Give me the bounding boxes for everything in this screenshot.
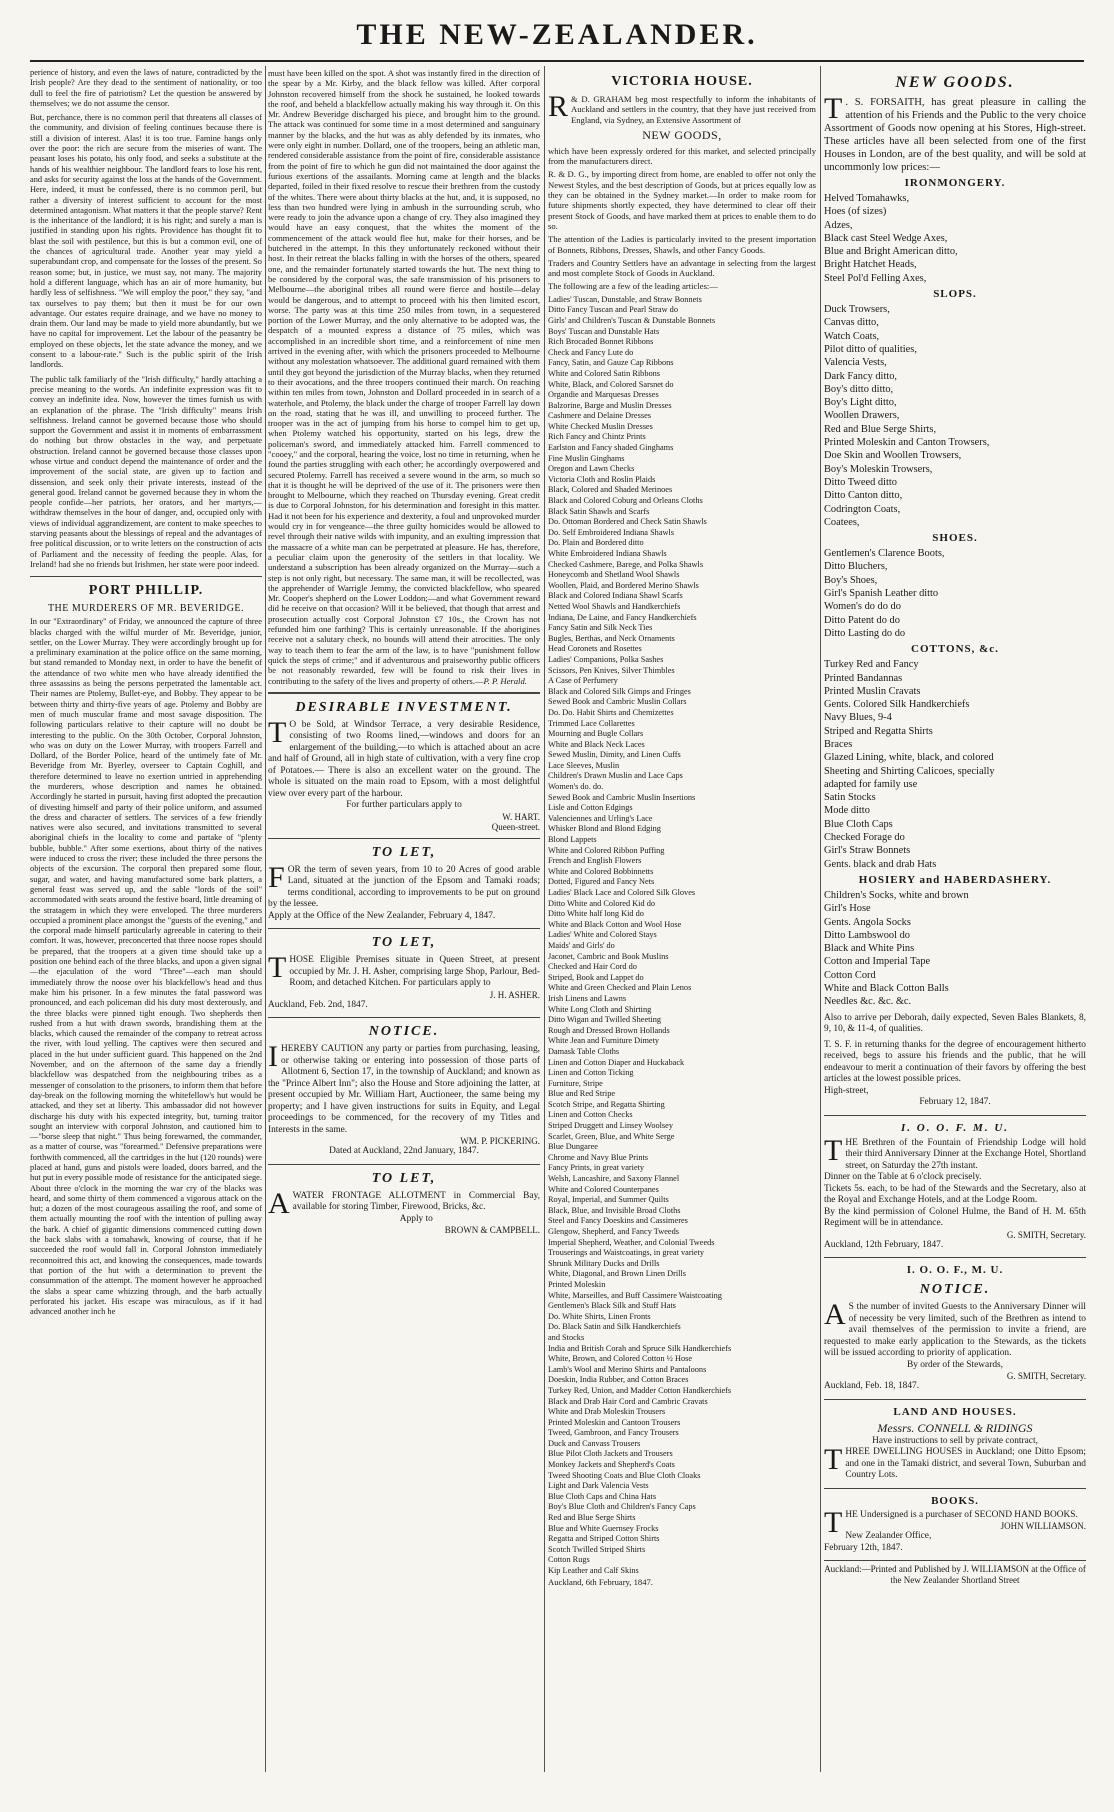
dropcap: R — [548, 90, 569, 123]
goods-list-item: White and Drab Moleskin Trousers — [548, 1407, 666, 1417]
goods-list-item: Lace Sleeves, Muslin — [548, 760, 620, 770]
ad-signature: JOHN WILLIAMSON. — [1000, 1521, 1086, 1532]
cottons-item: Braces — [824, 738, 853, 750]
goods-list-item: White and Colored Bobbinnetts — [548, 866, 654, 876]
slops-item: Red and Blue Serge Shirts, — [824, 423, 937, 435]
cottons-item: Printed Bandannas — [824, 672, 903, 684]
ad-text: & D. GRAHAM beg most respectfully to inform the inhabitants of Auckland and settlers in the country, that they have just received from England, via Sydney, an Extensive Assortment of — [571, 94, 816, 125]
goods-list-item: Scarlet, Green, Blue, and White Serge — [548, 1131, 675, 1141]
goods-list-item: Cashmere and Delaine Dresses — [548, 411, 651, 421]
goods-list-item: Netted Wool Shawls and Handkerchiefs — [548, 601, 681, 611]
goods-list-item: Fancy, Satin, and Gauze Cap Ribbons — [548, 358, 674, 368]
cottons-heading: COTTONS, &c. — [911, 643, 999, 656]
new-goods-subheading: NEW GOODS, — [642, 127, 722, 142]
ad-date: Auckland, Feb. 2nd, 1847. — [268, 999, 368, 1010]
goods-list-item: India and British Corah and Spruce Silk Handkerchiefs — [548, 1343, 732, 1353]
ad-signature: WM. P. PICKERING. — [460, 1136, 540, 1147]
column-divider — [544, 66, 545, 1772]
goods-list-item: Balzorine, Barge and Muslin Dresses — [548, 400, 672, 410]
goods-list-item: Ladies' Companions, Polka Sashes — [548, 654, 664, 664]
goods-list-item: Trimmed Lace Collarettes — [548, 718, 635, 728]
cottons-item: Navy Blues, 9-4 — [824, 712, 892, 724]
goods-list-item: Fancy Prints, in great variety — [548, 1163, 645, 1173]
shoes-item: Ditto Patent do do — [824, 614, 900, 626]
cottons-item: Gents. Colored Silk Handkerchiefs — [824, 699, 970, 711]
goods-list-item: Doeskin, India Rubber, and Cotton Braces — [548, 1375, 689, 1385]
ad-apply-line: Apply at the Office of the New Zealander, February 4, 1847. — [268, 910, 496, 921]
ad-paragraph: By order of the Stewards, — [906, 1359, 1004, 1370]
to-let-ad — [268, 951, 540, 990]
column-1 — [30, 68, 262, 1772]
ironmongery-item: Steel Pol'd Felling Axes, — [824, 272, 927, 284]
slops-item: Valencia Vests, — [824, 357, 887, 369]
goods-list-item: Sewed Muslin, Dimity, and Linen Cuffs — [548, 750, 681, 760]
section-rule — [824, 1488, 1086, 1489]
ironmongery-item: Hoes (of sizes) — [824, 206, 887, 218]
section-rule — [824, 1399, 1086, 1400]
murderers-subheading: THE MURDERERS OF MR. BEVERIDGE. — [47, 603, 245, 615]
cottons-item: Glazed Lining, white, black, and colored — [824, 752, 994, 764]
ad-date: February 12, 1847. — [919, 1097, 991, 1108]
slops-item: Dark Fancy ditto, — [824, 370, 898, 382]
slops-item: Codrington Coats, — [824, 503, 901, 515]
dropcap: A — [824, 1298, 846, 1332]
ad-paragraph: Tickets 5s. each, to be had of the Stewards and the Secretary, also at the Royal and Exchange Hotels, and at the Lodge Room. — [824, 1183, 1086, 1206]
goods-list-item: Children's Drawn Muslin and Lace Caps — [548, 771, 683, 781]
hosiery-heading: HOSIERY and HABERDASHERY. — [858, 873, 1052, 886]
ad-paragraph: Traders and Country Settlers have an advantage in selecting from the largest and most complete Stock of Goods in Auckland. — [548, 257, 816, 279]
slops-item: Boy's Light ditto, — [824, 397, 897, 409]
goods-list-item: Red and Blue Serge Shirts — [548, 1513, 636, 1523]
ad-date: Auckland, 6th February, 1847. — [548, 1576, 653, 1587]
goods-list-item: Black and Drab Hair Cord and Cambric Cravats — [548, 1396, 708, 1406]
dropcap: T — [824, 1505, 843, 1539]
goods-list-item: Girls' and Children's Tuscan & Dunstable Bonnets — [548, 315, 716, 325]
ad-date: Dated at Auckland, 22nd January, 1847. — [329, 1146, 479, 1157]
goods-list-item: Do. Black Satin and Silk Handkerchiefs — [548, 1322, 681, 1332]
goods-list-item: Organdie and Marquesas Dresses — [548, 390, 659, 400]
goods-list-item: Scotch Twilled Striped Shirts — [548, 1544, 646, 1554]
ad-date: February 12th, 1847. — [824, 1542, 903, 1553]
goods-list-item: White, Marseilles, and Buff Cassimere Waistcoating — [548, 1290, 722, 1300]
shoes-item: Boy's Shoes, — [824, 574, 878, 586]
goods-list-item: Ladies' Black Lace and Colored Silk Gloves — [548, 888, 696, 897]
article-paragraph: But, perchance, there is no common peril that threatens all classes of the community, and division of feeling continues because there is still a division of interest. Alas! it is too true. Famine hangs only over the poor: the rich are secure from the miseries of want. The peasant loses his potato, his only food, and seeks a substitute at the hands of his wealthier neighbour. The landlord fears to lose his rent, and asks for security against the loss at the hands of the Government. Here, indeed, it must be confessed, there is no common peril, but rather a diversity of interest sufficient to account for the most determined antagonism. What matters it that the people starve? Rent is the inheritance of the landlord; it is his right; and surely a man is justified in standing upon his rights. Providence has thought fit to blast the soil with pestilence, but this is but a common evil, one of the chances of agricultural trade. Another year may yield a superabundant crop, and compensate for the losses of the present. So reason some; but, in justice, we must say, not many. The majority hold a different language, which has an air of more humanity, but hardly less of selfishness. "We will employ the poor," they say, "and tax ourselves to pay them; but then it must be for our own advantage. Our estates require drainage, and we have no money to drain them. Our land may be made to yield more abundantly, but we have no capital for improvement. Let the labour of the peasantry be employed on these objects, let the state advance the money, and we consent to a labour-rate." Such is the public spirit of the Irish landlords. — [30, 113, 262, 370]
source-signature: P. P. Herald. — [483, 675, 527, 686]
dropcap: T — [824, 1443, 843, 1477]
ad-paragraph: By the kind permission of Colonel Hulme, the Band of H. M. 65th Regiment will be in attendance. — [824, 1206, 1086, 1229]
goods-list-item: Monkey Jackets and Shepherd's Coats — [548, 1460, 675, 1470]
masthead: THE NEW-ZEALANDER. — [356, 18, 758, 51]
goods-list-item: Oregon and Lawn Checks — [548, 464, 635, 474]
goods-list-item: Do. Ottoman Bordered and Check Satin Shawls — [548, 517, 707, 527]
ad-text: S the number of invited Guests to the Anniversary Dinner will of necessity be very limited, such of the Brethren as intend to avail themselves of the permission to invite a friend, are requested to make early application to the Stewards, as the tickets will be issued according to priority of application. — [824, 1302, 1086, 1359]
dropcap: T — [268, 951, 287, 985]
ad-text: WATER FRONTAGE ALLOTMENT in Commercial Bay, available for storing Timber, Firewood, Bricks, &c. — [292, 1190, 540, 1213]
to-let-heading: TO LET, — [371, 844, 437, 860]
ironmongery-item: Bright Hatchet Heads, — [824, 259, 917, 271]
goods-list-item: White and Black Cotton and Wool Hose — [548, 919, 682, 929]
dropcap: A — [268, 1186, 290, 1220]
dropcap: I — [268, 1040, 278, 1074]
ad-paragraph: The attention of the Ladies is particularly invited to the present importation of Bonnets, Ribbons, Dresses, Shawls, and other Fancy Goods. — [548, 234, 816, 255]
ad-signature: J. H. ASHER. — [489, 989, 540, 1000]
goods-list-item: White and Black Neck Laces — [548, 739, 645, 749]
goods-list-item: Black, Blue, and Invisible Broad Cloths — [548, 1205, 681, 1215]
goods-list-item: Furniture, Stripe — [548, 1078, 603, 1088]
goods-list-item: Tweed, Gambroon, and Fancy Trousers — [548, 1428, 679, 1438]
goods-list-item: Blue and Red Stripe — [548, 1089, 616, 1099]
goods-list-item: Dotted, Figured and Fancy Nets — [548, 877, 655, 887]
cottons-item: Sheeting and Shirting Calicoes, specially — [824, 765, 995, 777]
forsaith-intro — [824, 92, 1086, 174]
goods-list-item: Ladies' White and Colored Stays — [548, 930, 657, 940]
goods-list-item: Ditto White and Colored Kid do — [548, 898, 656, 908]
cottons-item: Girl's Straw Bonnets — [824, 845, 911, 857]
goods-list-item: Damask Table Cloths — [548, 1046, 620, 1056]
ironmongery-heading: IRONMONGERY. — [904, 177, 1006, 189]
section-rule — [268, 838, 540, 839]
victoria-house-heading: VICTORIA HOUSE. — [611, 74, 753, 89]
article-paragraph: The public talk familiarly of the "Irish difficulty," hardly attaching a precise meaning to the words. An indefinite expression was fit to convey an indefinite idea. Now, however the times furnish us with an explanation of the phrase. The "Irish difficulty" means Irish selfishness. Ireland cannot be governed because those who should support the Government and assist it in moments of embarrassment do nothing but throw obstacles in the way, and perpetuate obstruction. Ireland cannot be governed because those classes upon whose virtue and conduct depend the maintenance of order and the improvement of the social state, are given up to faction and dissension, and seek only their private interests, instead of the general good. Ireland cannot be governed because they in whom the people confide—her patriots, her orators, and her martyrs,—withdraw themselves in the hour of danger, and, occupied only with views of individual aggrandizement, are content to make speeches to starving peasants about the blessings of repeal and the advantages of free political discussion, or to write letters on the construction of acts of Parliament and the necessity of feeding the people. Alas, for Ireland! had she no friends but Irishmen, her state were poor indeed. — [30, 374, 262, 569]
shoes-list — [824, 547, 1086, 640]
hosiery-item: Black and White Pins — [824, 943, 915, 955]
desirable-investment-heading: DESIRABLE INVESTMENT. — [295, 699, 513, 715]
deborah-note: Also to arrive per Deborah, daily expected, Seven Bales Blankets, 8, 9, 10, & 11-4, of qualities. — [824, 1012, 1086, 1035]
goods-list-item: Kip Leather and Calf Skins — [548, 1566, 639, 1575]
ironmongery-list — [824, 192, 1086, 285]
dropcap: F — [268, 860, 285, 894]
article-text: must have been killed on the spot. A shot was instantly fired in the direction of the spear by a Mr. Kirby, and the black fellow was killed. After corporal Johnston recovered himself from the shock he sustained, he looked towards the roof, and beheld a blackfellow actually making his way through it. On this Mr. Andrew Beveridge discharged his piece, and brought him to the ground. The attack was continued for some time in a most determined and sanguinary manner by the blacks, and the hut was as ably defended by its inmates, who were only eight in number. Dollard, one of the troopers, being an athletic man, rendered considerable assistance from the point of fire, considerable assistance from the point of fire to which he gun did not maintained the door against the furious exertions of the assailants. Morning came at length and the blacks departed, foiled in their fixed resolve to rescue their brethren from the custody of the whites. There were about thirty blacks at the hut, and, it is supposed, no less than two hundred were lying in ambush in the surrounding scrub, who were ready to join the advance upon a change of cry. They also imagined they would have an easy conquest, that the whites the moment of the commencement of the attack would flee hut, make for their horses, and be butchered in the attempt. In this they unfortunately reckoned without their host. In their retreat the blacks falling in with the horses of the others, speared one, and the remainder fortunately started towards the hut. The next thing to be considered by the corporal was, the safe transmission of his prisoners to Melbourne—the aboriginal tribes all round were fierce and hostile—delay would be dangerous, and to attempt to proceed with his then limited escort, worse. The party was at this time 250 miles from town, in a sequestered portion of the Lower Murray, and the only alternative to be adopted was, the despatch of a mounted express a distance of 75 miles, which was accomplished in an incredible short time, and a reinforcement of nine men arrived in the evening after, with which the prisoners proceeded to Melbourne without any molestation whatsoever. The additional guard remained with them until they got beyond the jurisdiction of the Murray blacks, when they returned to their avocations, and the three troopers continued their march. On reaching within ten miles from town, Johnston and Dollard proceeded in in search of a waterhole, and Ptolemy, the black under the charge of trooper Farrell lay down on the road, stating that he was ill, and unwilling to proceed further. The trooper was in the act of jumping from his horse to compel him to get up, when Ptolemy watched his opportunity, started on his legs, drew the policeman's sword, and immediately attacked him. Farrell commenced to "cooey," and the corporal, hearing the voice, lost no time in returning, when he found the parties struggling with each other; he accordingly overpowered and secured Ptolemy. Farrell has received a severe wound in the arm, so much so that it is thought he will be deprived of the use of it. The prisoners were then brought to Melbourne, which they reached on Thursday evening. Great credit is due to Corporal Johnston, for his determination and foresight in this matter. Had it not been for his experience and dexterity, a foul and unprovoked murder would cry in for vengeance—the three guilty homicides would be allowed to revel through their native wilds with impunity, and an exulting impression that the massacre of a white man can be perpetrated at pleasure. He has, therefore, a peculiar claim upon the generosity of the settlers in that locality. We understand a subscription has been already organized on the Murray—such a step is not only right, but necessary. The same man, it will be recollected, was the apprehender of Warrigle Jemmy, the convicted blackfellow, who speared Mr. Cooper's shepherd on the Lower Loddon;—and what Government reward did he receive on that occasion? Will it be believed, that though that arrest and prosecution actually cost Corporal Johnston £7 10s., the Crown has not refunded him one farthing? This is certainly unreasonable. If the aborigines receive not a salutary check, no bounds will attend their atrocities. The only way to teach them to fear the arm of the law, is to have "punishment follow quick the steps of crime;" and if adventurous and praiseworthy public officers be not reasonably rewarded, few will be found to risk their lives in contributing to the safety of the lives and property of others.— — [268, 68, 540, 686]
goods-list-item: Chrome and Navy Blue Prints — [548, 1152, 649, 1162]
ad-paragraph: Dinner on the Table at 6 o'clock precisely. — [824, 1172, 982, 1183]
goods-list-item: Jaconet, Cambric and Book Muslins — [548, 951, 669, 961]
goods-list-item: Women's do. do. — [548, 782, 604, 792]
goods-list-item: Striped Druggett and Linsey Woolsey — [548, 1121, 673, 1131]
ad-text: HE Brethren of the Fountain of Friendship Lodge will hold their third Anniversary Dinner at the Exchange Hotel, Shortland street, on Saturday the 27th instant. — [845, 1137, 1086, 1171]
section-rule — [268, 1164, 540, 1165]
goods-list-item: Honeycomb and Shetland Wool Shawls — [548, 570, 680, 580]
to-let-heading: TO LET, — [371, 935, 437, 951]
goods-list-item: White, Brown, and Colored Cotton ½ Hose — [548, 1354, 693, 1364]
goods-list-item: White and Colored Counterpanes — [548, 1184, 659, 1194]
port-phillip-article: In our "Extraordinary" of Friday, we announced the capture of three blacks charged with the wilful murder of Mr. Beveridge, junior, settler, on the Lower Murray. They were accordingly brought up for a preliminary examination at the police office on the same morning, but stand remanded to Monday next, in order to have the benefit of the attendance of two white men who have already identified the three assassins as being the persons perpetrated the lamentable act. Their names are Ptolemy, Bullet-eye, and Bobby. They appear to be between thirty and thirty-five years of age. Ptolemy and Bobby are men of much muscular frame and most savage disposition. The following particulars relative to their capture will no doubt be interesting to the public. On the 30th October, Corporal Johnston, who was on duty on the Lower Murray, with troopers Farrell and Dollard, of the Border Police, heard of the untimely fate of Mr. Beveridge from Mr. Byerley, overseer to Captain Coghill, and therefore determined to leave no exertion untried in apprehending the murderers, whose description and names he obtained. Accordingly he started in pursuit, having first adopted the precaution of divesting himself and party of their police uniform, and assumed the dress and character of settlers. The services of a few friendly natives were also secured, and invitations transmitted to several aboriginal chiefs in the locality to come and partake of "plenty bubble, bubble." After some exertions, about thirty of the natives were induced to cross the river; these included the three persons the objects of the excursion. The corporal then prepared some flour, sugar, and water, and having manufactured some bark platters, a general feast was served up, and the sable "lords of the soil" accommodated with seats around the festive board, little dreaming of the stratagem in which they were enveloped. The three murderers occupied a prominent place amongst the "guests of the evening," and the corporal made himself particularly agreeable in catering to their comfort. It was, however, preconcerted that three noose ropes should be prepared, that the troopers at a given time should take up a position one behind each of the three blacks, and upon a given signal—the ejaculation of the word "Three"—each man should immediately throw the noose over his blackfellow's head and thus make him his prisoner. In a few minutes the fatal password was pronounced, and each policeman did his duty most dexterously, and the three blacks were pinned tight enough. Two shepherds then rushed from a hut with drawn swords, brandishing them at the blacks, which caused the remainder of the company to retreat across the river, with loud yelling. The captives were then secured and placed in the hut under sufficient guard. This happened on the 2nd November, and on the afternoon of the same day a friendly blackfellow was despatched from the neighbouring tribes as a messenger of consolation to the prisoners, to inform them that before day-break on the following morning the whitefellow's hut would be attacked, and they set at liberty. This ambassador did not however discharge his duty with his expected integrity, but, turning traitor sought an interview with corporal Johnston, and cautioned him to—"borse sleep that night." Thus being forewarned, the commander, as a matter of course, was "forearmed." Defensive preparations were forthwith commenced, all the cartridges in the hut (120 rounds) were placed at hand, guns and pistols were loaded, doors barred, and the hut put in every possible mode of resistance for the anticipated siege. About three o'clock in the morning the war cry of the blacks was heard, and some thirty of them commenced a vigorous attack on the hut; a dozen of the most courageous assailing the roof, and some of them actually mounting the roof with the intention of pulling away the bark. A chief of gigantic dimensions commenced cutting down the back slabs with a tomahawk, knowing of course, that if he succeeded the roof would fall in. Corporal Johnston immediately reconnoitred this act, and knowing the consequences, made towards that portion of the hut with a determination to prevent the consummation of the attempt. The moment however he approached the slabs a spear came whizzing through, and the barb actually perforated his jacket. His escape was miraculous, as if it had advanced another inch he — [30, 617, 262, 1317]
dropcap: T — [824, 1133, 843, 1167]
ad-text: O be Sold, at Windsor Terrace, a very desirable Residence, consisting of two Rooms lined,—windows and doors for an enlargement of the building,—to which is attached about an acre and half of Ground, all in high state of cultivation, with a very fine crop of Potatoes.— There is also an excellent water on the ground. The whole is situated on the main road to Epsom, with a most delightful view over every part of the harbour. — [268, 719, 540, 799]
ad-signature: G. SMITH, Secretary. — [1006, 1229, 1086, 1240]
goods-list-item: Rich Brocaded Bonnet Ribbons — [548, 337, 654, 347]
goods-list-item: Regatta and Striped Cotton Shirts — [548, 1534, 660, 1544]
cottons-item: Satin Stocks — [824, 792, 876, 804]
goods-list-item: Linen and Cotton Checks — [548, 1110, 633, 1120]
goods-list-item: Fancy Satin and Silk Neck Ties — [548, 623, 653, 633]
ad-paragraph: Have instructions to sell by private contract, — [872, 1435, 1038, 1446]
goods-list-item: White Embroidered Indiana Shawls — [548, 549, 667, 558]
goods-list-item: Head Coronets and Rosettes — [548, 644, 642, 654]
slops-item: Watch Coats, — [824, 330, 880, 342]
goods-list-item: Fine Muslin Ginghams — [548, 453, 625, 463]
ad-signature: G. SMITH, Secretary. — [1006, 1371, 1086, 1382]
books-heading: BOOKS. — [931, 1494, 979, 1507]
ironmongery-item: Helved Tomahawks, — [824, 193, 910, 204]
goods-list-item: Black and Colored Silk Gimps and Fringes — [548, 686, 691, 696]
ad-text: HE Undersigned is a purchaser of SECOND HAND BOOKS. — [845, 1509, 1078, 1520]
ad-text: HEREBY CAUTION any party or parties from purchasing, leasing, or otherwise taking or entering into possession of those parts of Allotment 6, Section 17, in the township of Auckland; and known as the "Prince Albert Inn"; also the House and Store adjoining the latter, at present occupied by Mr. William Hart, Auctioneer, the same being my property; and I have given instructions for suits in Equity, and Legal proceedings to be commenced, for the recovery of my Titles and Interests in the same. — [268, 1044, 540, 1135]
goods-list-item: Trouserings and Waistcoatings, in great variety — [548, 1248, 705, 1258]
column-divider — [265, 66, 266, 1772]
slops-list — [824, 303, 1086, 529]
section-rule — [268, 1017, 540, 1018]
ioofmu-heading: I. O. O. F., M. U. — [906, 1264, 1004, 1277]
goods-list-item: Striped, Book and Lappet do — [548, 972, 644, 982]
cottons-list — [824, 658, 1086, 871]
goods-list-item: Black and Colored Coburg and Orleans Cloths — [548, 496, 703, 506]
notice-heading: NOTICE. — [919, 1282, 991, 1298]
goods-list-item: Gentlemen's Black Silk and Stuff Hats — [548, 1301, 676, 1311]
goods-list-item: Checked and Hair Cord do — [548, 962, 637, 972]
goods-list-item: Blue Cloth Caps and China Hats — [548, 1491, 657, 1501]
goods-list-item: Steel and Fancy Doeskins and Cassimeres — [548, 1216, 688, 1226]
goods-list-item: Turkey Red, Union, and Madder Cotton Handkerchiefs — [548, 1385, 732, 1395]
goods-list-item: Ditto Wigan and Twilled Sheeting — [548, 1015, 662, 1025]
notice-ad — [268, 1040, 540, 1136]
slops-item: Doe Skin and Woollen Trowsers, — [824, 450, 962, 462]
cottons-item: Turkey Red and Fancy — [824, 659, 919, 671]
shoes-item: Girl's Spanish Leather ditto — [824, 588, 939, 600]
goods-list-item: Rough and Dressed Brown Hollands — [548, 1025, 670, 1035]
slops-item: Boy's Moleskin Trowsers, — [824, 463, 933, 475]
goods-list-item: Sewed Book and Cambric Muslin Collars — [548, 697, 687, 707]
goods-list-item: White, Black, and Colored Sarsnet do — [548, 379, 674, 389]
section-rule — [268, 692, 540, 694]
goods-list-item: Black, Colored and Shaded Merinoes — [548, 485, 673, 495]
ad-date: Auckland, Feb. 18, 1847. — [824, 1381, 920, 1392]
hosiery-list — [824, 889, 1086, 1009]
goods-list-item: Ditto Fancy Tuscan and Pearl Straw do — [548, 305, 678, 315]
dropcap: T — [824, 92, 843, 125]
thanks-note: T. S. F. in returning thanks for the degree of encouragement hitherto received, begs to assure his friends and the public, that he will endeavour to merit a continuation of their favors by offering the best articles at the lowest possible prices. — [824, 1039, 1086, 1085]
ad-apply-line: Apply to — [399, 1213, 433, 1224]
ironmongery-item: Blue and Bright American ditto, — [824, 246, 958, 258]
desirable-investment-ad — [268, 715, 540, 801]
goods-list-item: Blue Dungaree — [548, 1142, 598, 1152]
slops-item: Woollen Drawers, — [824, 410, 900, 422]
slops-item: Printed Moleskin and Canton Trowsers, — [824, 437, 990, 449]
goods-list-item: Earlston and Fancy shaded Ginghams — [548, 443, 674, 453]
port-phillip-heading: PORT PHILLIP. — [88, 583, 204, 599]
goods-list-item: Valenciennes and Urling's Lace — [548, 813, 653, 823]
new-goods-heading: NEW GOODS. — [895, 74, 1015, 91]
shoes-item: Women's do do do — [824, 601, 901, 613]
goods-list-item: Printed Moleskin — [548, 1279, 606, 1289]
goods-list-item: Scotch Stripe, and Regatta Shirting — [548, 1099, 665, 1109]
hosiery-item: Girl's Hose — [824, 903, 871, 915]
goods-list-item: Ladies' Tuscan, Dunstable, and Straw Bonnets — [548, 294, 702, 304]
hosiery-item: Cotton Cord — [824, 969, 876, 981]
goods-list-item: Welsh, Lancashire, and Saxony Flannel — [548, 1174, 680, 1184]
masthead-rule — [30, 60, 1084, 62]
goods-list-item: Bugles, Berthas, and Neck Ornaments — [548, 633, 675, 643]
hosiery-item: Gents. Angola Socks — [824, 916, 911, 928]
column-3 — [548, 68, 816, 1772]
goods-list-item: Lamb's Wool and Merino Shirts and Pantaloons — [548, 1364, 707, 1374]
hosiery-item: Cotton and Imperial Tape — [824, 956, 931, 968]
goods-list-item: A Case of Perfumery — [548, 676, 618, 686]
cottons-item: adapted for family use — [824, 778, 918, 790]
hosiery-item: Ditto Lambswool do — [824, 929, 911, 941]
shoes-item: Ditto Bluchers, — [824, 561, 888, 573]
land-houses-heading: LAND AND HOUSES. — [893, 1405, 1017, 1418]
goods-list-item: Mourning and Bugle Collars — [548, 729, 644, 739]
section-rule — [268, 928, 540, 929]
ad-text: HOSE Eligible Premises situate in Queen Street, at present occupied by Mr. J. H. Asher, comprising large Shop, Parlour, Bed-Room, and detached Kitchen. For particulars apply to — [289, 955, 540, 989]
column-4 — [824, 68, 1086, 1772]
goods-list-item: Royal, Imperial, and Summer Quilts — [548, 1195, 669, 1205]
goods-list-item: Linen and Cotton Diaper and Huckaback — [548, 1057, 685, 1067]
goods-list-item: White and Colored Ribbon Puffing — [548, 845, 665, 855]
goods-list-item: Blue and White Guernsey Frocks — [548, 1523, 659, 1533]
goods-list-item: Cotton Rugs — [548, 1555, 590, 1565]
ad-address: Queen-street. — [491, 821, 540, 832]
goods-list-item: White Checked Muslin Dresses — [548, 421, 653, 431]
column-2 — [268, 68, 540, 1772]
goods-list-item: White and Colored Satin Ribbons — [548, 368, 660, 378]
slops-item: Ditto Tweed ditto — [824, 476, 897, 488]
goods-list-item: White, Diagonal, and Brown Linen Drills — [548, 1269, 687, 1279]
ad-text: . S. FORSAITH, has great pleasure in calling the attention of his Friends and the Public to the very choice Assortment of Goods now opening at his Stores, High-street. These articles have all been selected from one of the first Houses in London, are of the best quality, and will be sold at uncommonly low prices:— — [824, 97, 1086, 173]
goods-list-item: Whisker Blond and Blond Edging — [548, 824, 661, 834]
goods-list-item: Linen and Cotton Ticking — [548, 1068, 634, 1078]
ad-paragraph: The following are a few of the leading articles:— — [548, 281, 718, 292]
shoes-heading: SHOES. — [932, 532, 978, 545]
goods-list-item: Blond Lappets — [548, 835, 597, 845]
ad-date: Auckland, 12th February, 1847. — [824, 1239, 944, 1250]
goods-list-item: Maids' and Girls' do — [548, 940, 615, 950]
goods-list-item: Duck and Canvass Trousers — [548, 1438, 641, 1448]
goods-list-item: White Long Cloth and Shirting — [548, 1004, 652, 1014]
section-rule — [824, 1257, 1086, 1258]
article-continuation: perience of history, and even the laws of nature, contradicted by the Irish people? Are they dead to the sentiment of nationality, or too dull to feel the fire of patriotism? Let the question be answered by themselves; we do not assume the censor. — [30, 68, 262, 108]
cottons-item: Striped and Regatta Shirts — [824, 725, 933, 737]
goods-list-item: Imperial Shepherd, Weather, and Colonial Tweeds — [548, 1237, 715, 1247]
goods-list-item: Do. Plain and Bordered ditto — [548, 538, 644, 548]
goods-list-item: Light and Dark Valencia Vests — [548, 1481, 649, 1491]
land-ad — [824, 1443, 1086, 1482]
ad-paragraph: R. & D. G., by importing direct from home, are enabled to offer not only the Newest Styles, and the best description of Goods, but at prices equally low as they can be obtained in the Sydney market.—In order to make room for future shipments shortly expected, they have determined to clear off their present Stock of Goods, and have marked them at prices to enable them to do so. — [548, 169, 816, 231]
ad-paragraph: which have been expressly ordered for this market, and selected principally from the manufacturers direct. — [548, 145, 816, 167]
goods-list-item: Boy's Blue Cloth and Children's Fancy Caps — [548, 1502, 696, 1512]
ad-address: New Zealander Office, — [845, 1531, 932, 1542]
ironmongery-item: Adzes, — [824, 219, 853, 231]
goods-list-item: Do. Self Embroidered Indiana Shawls — [548, 527, 675, 537]
ad-text: HREE DWELLING HOUSES in Auckland; one Ditto Epsom; and one in the Tamaki district, and several Town, Suburban and Country Lots. — [845, 1447, 1086, 1481]
goods-list-item: and Stocks — [548, 1332, 585, 1342]
goods-list — [548, 295, 816, 1577]
ad-text: OR the term of seven years, from 10 to 20 Acres of good arable Land, situated at the junction of the Epsom and Tamaki roads; terms conditional, according to improvements to be put on ground by the lessee. — [268, 864, 540, 910]
slops-item: Coatees, — [824, 516, 860, 528]
auctioneer-name: Messrs. CONNELL & RIDINGS — [877, 1420, 1033, 1435]
goods-list-item: Blue Pilot Cloth Jackets and Trousers — [548, 1449, 673, 1459]
column-divider — [820, 66, 821, 1772]
goods-list-item: French and English Flowers — [548, 856, 642, 866]
goods-list-item: Victoria Cloth and Roslin Plaids — [548, 474, 656, 484]
ad-signature: BROWN & CAMPBELL. — [444, 1225, 540, 1236]
notice-heading: NOTICE. — [368, 1024, 440, 1040]
slops-item: Ditto Canton ditto, — [824, 490, 903, 502]
cottons-item: Printed Muslin Cravats — [824, 685, 921, 697]
slops-heading: SLOPS. — [933, 288, 977, 301]
ironmongery-item: Black cast Steel Wedge Axes, — [824, 232, 948, 244]
goods-list-item: Sewed Book and Cambric Muslin Insertions — [548, 792, 696, 802]
goods-list-item: Ditto White half long Kid do — [548, 909, 644, 919]
slops-item: Duck Trowsers, — [824, 304, 890, 316]
goods-list-item: White and Green Checked and Plain Lenos — [548, 983, 692, 993]
slops-item: Boy's ditto ditto, — [824, 383, 894, 395]
goods-list-item: Boys' Tuscan and Dunstable Hats — [548, 326, 660, 336]
goods-list-item: Shrunk Military Ducks and Drills — [548, 1258, 660, 1268]
goods-list-item: Scissors, Pen Knives, Silver Thimbles — [548, 665, 675, 675]
goods-list-item: Woollen, Plaid, and Bordered Merino Shawls — [548, 580, 699, 590]
goods-list-item: Glengow, Shepherd, and Fancy Tweeds — [548, 1227, 679, 1236]
to-let-heading: TO LET, — [371, 1170, 437, 1186]
section-rule — [824, 1115, 1086, 1116]
slops-item: Pilot ditto of qualities, — [824, 343, 917, 355]
goods-list-item: Lisle and Cotton Edgings — [548, 803, 633, 813]
goods-list-item: Check and Fancy Lute do — [548, 347, 634, 357]
section-rule — [30, 576, 262, 577]
goods-list-item: Checked Cashmere, Barege, and Polka Shawls — [548, 559, 704, 569]
ioofmu-heading: I. O. O. F. M. U. — [900, 1121, 1010, 1134]
ad-signature: W. HART. — [502, 811, 540, 822]
goods-list-item: White Jean and Furniture Dimety — [548, 1036, 660, 1046]
shoes-item: Ditto Lasting do do — [824, 627, 906, 639]
dropcap: T — [268, 715, 287, 749]
goods-list-item: Black and Colored Indiana Shawl Scarfs — [548, 591, 683, 601]
hosiery-item: Needles &c. &c. &c. — [824, 996, 912, 1008]
ad-address: High-street, — [824, 1085, 869, 1096]
goods-list-item: Tweed Shooting Coats and Blue Cloth Cloaks — [548, 1470, 701, 1480]
fountain-notice — [824, 1133, 1086, 1173]
cottons-item: Blue Cloth Caps — [824, 818, 893, 830]
goods-list-item: Indiana, De Laine, and Fancy Handkerchiefs — [548, 612, 697, 622]
goods-list-item: Rich Fancy and Chintz Prints — [548, 432, 646, 442]
cottons-item: Gents. black and drab Hats — [824, 858, 937, 870]
to-let-ad — [268, 860, 540, 911]
slops-item: Canvas ditto, — [824, 317, 879, 329]
goods-list-item: Printed Moleskin and Cantoon Trousers — [548, 1417, 681, 1427]
notice-ad — [824, 1298, 1086, 1360]
goods-list-item: Do. White Shirts, Linen Fronts — [548, 1311, 651, 1321]
hosiery-item: White and Black Cotton Balls — [824, 983, 949, 995]
cottons-item: Checked Forage do — [824, 832, 905, 844]
victoria-house-intro — [548, 90, 816, 125]
imprint: Auckland:—Printed and Published by J. WILLIAMSON at the Office of the New Zealander Shortland Street — [824, 1560, 1086, 1586]
hosiery-item: Children's Socks, white and brown — [824, 889, 969, 901]
shoes-item: Gentlemen's Clarence Boots, — [824, 548, 945, 560]
goods-list-item: Black Satin Shawls and Scarfs — [548, 506, 650, 516]
port-phillip-article-continued — [268, 68, 540, 686]
cottons-item: Mode ditto — [824, 805, 870, 817]
goods-list-item: Irish Linens and Lawns — [548, 993, 627, 1003]
ad-apply-line: For further particulars apply to — [346, 800, 462, 811]
goods-list-item: Do. Do. Habit Shirts and Chemizettes — [548, 707, 674, 717]
